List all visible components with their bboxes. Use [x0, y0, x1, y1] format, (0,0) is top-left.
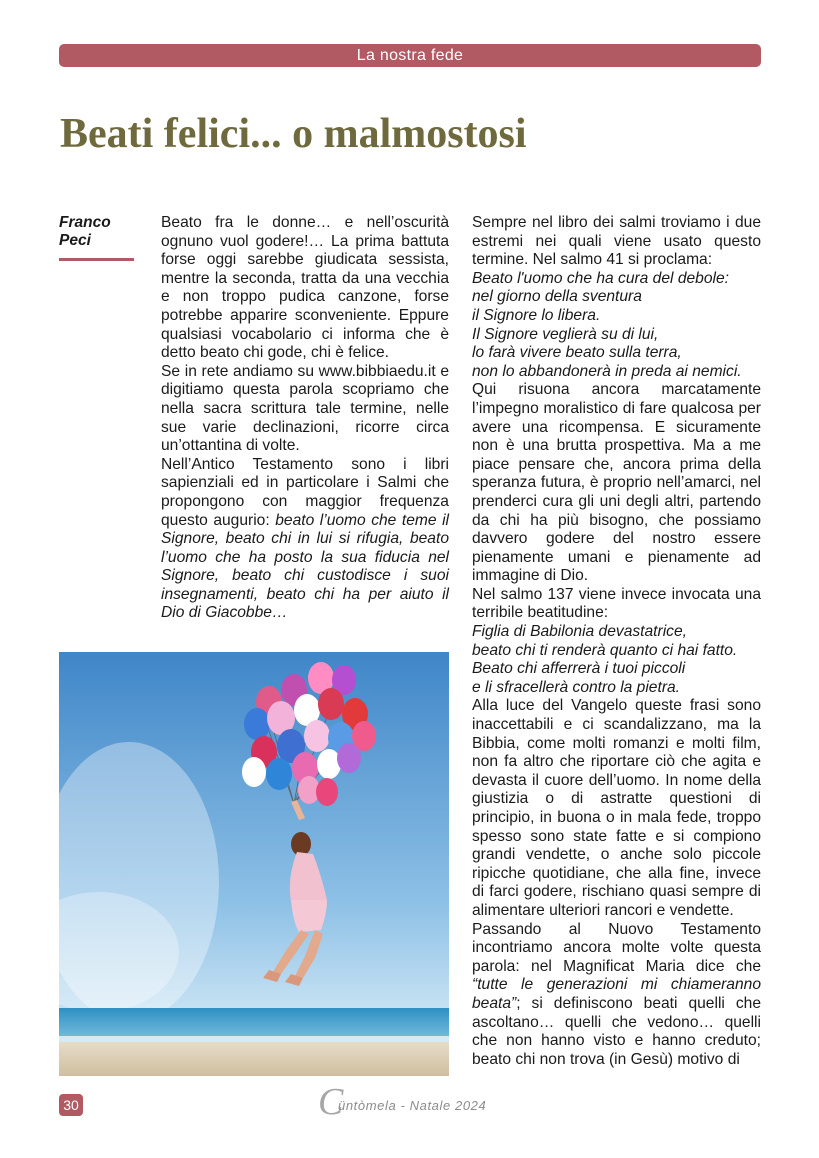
psalm-verse: lo farà vivere beato sulla terra, [472, 344, 682, 362]
paragraph: Sempre nel libro dei salmi troviamo i due estremi nei quali viene usato questo termine. Nel salmo 41 si proclama: [472, 214, 761, 269]
magazine-logo-initial: C [318, 1081, 344, 1123]
section-header: La nostra fede [59, 44, 761, 67]
paragraph-text: Nell’Antico Testamento sono i libri sapienziali ed in particolare i Salmi che propongono con maggior frequenza questo augurio: [161, 455, 449, 529]
paragraph-text: ; si definiscono beati quelli che ascoltano… quelli che vedono… quelli che non hanno visto e hanno creduto; beato chi non trova (in Gesù) motivo di [472, 994, 761, 1068]
article-column-1 [161, 214, 449, 623]
page-number: 30 [59, 1094, 83, 1116]
paragraph: Beato fra le donne… e nell’oscurità ognuno vuol godere!… La prima battuta forse oggi sarebbe giudicata sessista, mentre la seconda, tratta da una vecchia e non troppo pudica canzone, forse potrebbe apparire sconveniente. Eppure qualsiasi vocabolario ci informa che è detto beato chi gode, chi è felice. [161, 214, 449, 362]
paragraph [161, 456, 449, 623]
paragraph [472, 921, 761, 1070]
psalm-quote: beato l’uomo che teme il Signore, beato chi in lui si rifugia, beato l’uomo che ha posto la sua fiducia nel Signore, beato chi custodisce i suoi insegnamenti, beato chi ha per aiuto il Dio di Giacobbe… [161, 511, 449, 622]
author-name [59, 214, 135, 250]
psalm-verse: il Signore lo libera. [472, 306, 601, 324]
magnificat-quote: “tutte le generazioni mi chiameranno beata” [472, 976, 761, 1012]
psalm-verse: Il Signore veglierà su di lui, [472, 325, 659, 343]
article-title: Beati felici... o malmostosi [60, 111, 527, 157]
psalm-verse: e li sfracellerà contro la pietra. [472, 678, 681, 696]
psalm-verse: beato chi ti renderà quanto ci hai fatto. [472, 641, 738, 659]
author-divider [59, 258, 134, 261]
psalm-verse: Beato chi afferrerà i tuoi piccoli [472, 660, 686, 678]
article-column-2 [472, 214, 761, 1069]
paragraph: Se in rete andiamo su www.bibbiaedu.it e digitiamo questa parola scopriamo che nella sacra scrittura tale termine, nelle sue varie declinazioni, ricorre circa un’ottantina di volte. [161, 362, 449, 455]
paragraph: Alla luce del Vangelo queste frasi sono inaccettabili e ci scandalizzano, ma la Bibbia, come molti romanzi e molti film, non fa altro che riportare ciò che agita e devasta il cuore dell’uomo. In nome della giustizia o di astratte questioni di principio, in buona o in mala fede, troppo spesso sono state fatte e si compiono grandi vendette, o anche solo piccole ripicche quotidiane, che alla fine, invece di farci godere, rischiano quasi sempre di alimentare ulteriori rancori e vendette. [472, 697, 761, 919]
psalm-verse: nel giorno della sventura [472, 288, 642, 306]
magazine-footer [318, 1081, 578, 1123]
magazine-issue: üntòmela - Natale 2024 [338, 1098, 487, 1113]
psalm-verse: Figlia di Babilonia devastatrice, [472, 623, 687, 641]
author-first-name: Franco [59, 214, 111, 231]
paragraph-text: Passando al Nuovo Testamento incontriamo ancora molte volte questa parola: nel Magnificat Maria dice che [472, 920, 761, 975]
paragraph: Nel salmo 137 viene invece invocata una terribile beatitudine: [472, 585, 761, 622]
psalm-verse: Beato l'uomo che ha cura del debole: [472, 269, 729, 287]
balloon-girl-photo [59, 652, 449, 1076]
paragraph: Qui risuona ancora marcatamente l’impegno moralistico di fare qualcosa per avere una ricompensa. E sicuramente non è una brutta prospettiva. Ma a me piace pensare che, ancora prima della speranza futura, è proprio nell’amarci, nel prenderci cura gli uni degli altri, partendo da chi ha più bisogno, che possiamo davvero godere del nostro essere pienamente umani e pienamente ad immagine di Dio. [472, 381, 761, 585]
author-last-name: Peci [59, 232, 91, 249]
psalm-verse: non lo abbandonerà in preda ai nemici. [472, 362, 742, 380]
